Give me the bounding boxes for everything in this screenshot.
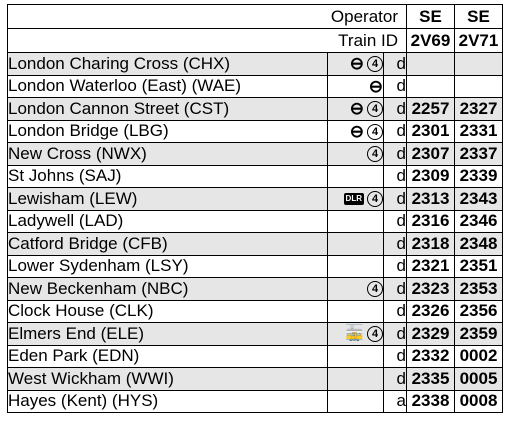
departure-time-train-1: 2335 <box>407 368 455 391</box>
arrive-depart-indicator: d <box>384 300 407 323</box>
table-row <box>8 390 503 413</box>
station-name: St Johns (SAJ) <box>8 165 328 188</box>
header-row-train-id <box>8 29 503 53</box>
arrive-depart-indicator: d <box>384 165 407 188</box>
table-row <box>8 233 503 256</box>
four-icon: 4 <box>367 101 383 117</box>
station-interchange-icons <box>328 255 384 278</box>
station-name: Lewisham (LEW) <box>8 188 328 211</box>
station-interchange-icons <box>328 368 384 391</box>
table-row <box>8 53 503 76</box>
departure-time-train-1: 2309 <box>407 165 455 188</box>
four-icon: 4 <box>367 56 383 72</box>
departure-time-train-1: 2332 <box>407 345 455 368</box>
departure-time-train-1: 2313 <box>407 188 455 211</box>
table-row <box>8 120 503 143</box>
departure-time-train-2: 2351 <box>455 255 503 278</box>
departure-time-train-2 <box>455 75 503 98</box>
station-interchange-icons <box>328 390 384 413</box>
departure-time-train-2: 2348 <box>455 233 503 256</box>
departure-time-train-1: 2316 <box>407 210 455 233</box>
dlr-icon: DLR <box>345 194 362 204</box>
table-row <box>8 143 503 166</box>
departure-time-train-2: 0005 <box>455 368 503 391</box>
departure-time-train-1: 2321 <box>407 255 455 278</box>
four-icon: 4 <box>367 191 383 207</box>
arrive-depart-indicator: d <box>384 143 407 166</box>
departure-time-train-2: 2359 <box>455 323 503 346</box>
departure-time-train-2: 2346 <box>455 210 503 233</box>
table-row <box>8 210 503 233</box>
operator-label: Operator <box>8 5 407 29</box>
train-operator-1: SE <box>407 5 455 29</box>
departure-time-train-1 <box>407 75 455 98</box>
departure-time-train-2: 2339 <box>455 165 503 188</box>
departure-time-train-2: 2343 <box>455 188 503 211</box>
arrive-depart-indicator: d <box>384 210 407 233</box>
tube-icon: ⊖ <box>349 121 364 141</box>
station-interchange-icons <box>328 300 384 323</box>
table-row <box>8 75 503 98</box>
train-id-1: 2V69 <box>407 29 455 53</box>
station-name: New Beckenham (NBC) <box>8 278 328 301</box>
departure-time-train-2: 0002 <box>455 345 503 368</box>
arrive-depart-indicator: d <box>384 53 407 76</box>
departure-time-train-2: 2327 <box>455 98 503 121</box>
arrive-depart-indicator: d <box>384 345 407 368</box>
arrive-depart-indicator: d <box>384 368 407 391</box>
tube-icon: ⊖ <box>349 99 364 118</box>
header-row-operator <box>8 5 503 29</box>
table-row <box>8 300 503 323</box>
station-interchange-icons <box>328 345 384 368</box>
station-interchange-icons <box>328 75 384 98</box>
arrive-depart-indicator: d <box>384 188 407 211</box>
station-interchange-icons <box>328 143 384 166</box>
table-row <box>8 323 503 346</box>
table-row <box>8 188 503 211</box>
arrive-depart-indicator: d <box>384 120 407 143</box>
departure-time-train-2: 2337 <box>455 143 503 166</box>
table-row <box>8 278 503 301</box>
departure-time-train-1: 2326 <box>407 300 455 323</box>
departure-time-train-2: 0008 <box>455 390 503 413</box>
table-row <box>8 165 503 188</box>
tube-icon: ⊖ <box>368 76 383 96</box>
station-interchange-icons <box>328 233 384 256</box>
station-interchange-icons <box>328 188 384 211</box>
departure-time-train-1 <box>407 53 455 76</box>
four-icon: 4 <box>367 146 383 162</box>
station-name: Lower Sydenham (LSY) <box>8 255 328 278</box>
arrive-depart-indicator: d <box>384 233 407 256</box>
arrive-depart-indicator: d <box>384 75 407 98</box>
tube-icon: ⊖ <box>349 54 364 73</box>
arrive-depart-indicator: d <box>384 255 407 278</box>
station-name: London Waterloo (East) (WAE) <box>8 75 328 98</box>
station-name: London Cannon Street (CST) <box>8 98 328 121</box>
departure-time-train-1: 2307 <box>407 143 455 166</box>
arrive-depart-indicator: d <box>384 278 407 301</box>
station-interchange-icons <box>328 120 384 143</box>
station-interchange-icons <box>328 278 384 301</box>
train-id-2: 2V71 <box>455 29 503 53</box>
station-name: New Cross (NWX) <box>8 143 328 166</box>
train-id-label: Train ID <box>8 29 407 53</box>
four-icon: 4 <box>367 281 383 297</box>
departure-time-train-1: 2329 <box>407 323 455 346</box>
table-row <box>8 368 503 391</box>
departure-time-train-1: 2257 <box>407 98 455 121</box>
station-name: West Wickham (WWI) <box>8 368 328 391</box>
table-row <box>8 98 503 121</box>
departure-time-train-2: 2331 <box>455 120 503 143</box>
departure-time-train-1: 2323 <box>407 278 455 301</box>
station-name: Catford Bridge (CFB) <box>8 233 328 256</box>
four-icon: 4 <box>367 124 383 140</box>
station-interchange-icons <box>328 98 384 121</box>
table-row <box>8 255 503 278</box>
station-interchange-icons <box>328 210 384 233</box>
table-row <box>8 345 503 368</box>
departure-time-train-2: 2353 <box>455 278 503 301</box>
departure-time-train-1: 2338 <box>407 390 455 413</box>
station-name: Eden Park (EDN) <box>8 345 328 368</box>
tram-icon: 🚋 <box>345 325 364 342</box>
arrive-depart-indicator: a <box>384 390 407 413</box>
departure-time-train-2 <box>455 53 503 76</box>
station-name: Clock House (CLK) <box>8 300 328 323</box>
station-name: London Bridge (LBG) <box>8 120 328 143</box>
arrive-depart-indicator: d <box>384 98 407 121</box>
station-interchange-icons <box>328 53 384 76</box>
timetable <box>7 4 503 413</box>
departure-time-train-1: 2318 <box>407 233 455 256</box>
four-icon: 4 <box>367 326 383 342</box>
timetable-container <box>7 4 503 413</box>
departure-time-train-1: 2301 <box>407 120 455 143</box>
station-name: Elmers End (ELE) <box>8 323 328 346</box>
station-name: London Charing Cross (CHX) <box>8 53 328 76</box>
arrive-depart-indicator: d <box>384 323 407 346</box>
station-interchange-icons <box>328 165 384 188</box>
station-name: Hayes (Kent) (HYS) <box>8 390 328 413</box>
station-name: Ladywell (LAD) <box>8 210 328 233</box>
departure-time-train-2: 2356 <box>455 300 503 323</box>
station-interchange-icons <box>328 323 384 346</box>
train-operator-2: SE <box>455 5 503 29</box>
